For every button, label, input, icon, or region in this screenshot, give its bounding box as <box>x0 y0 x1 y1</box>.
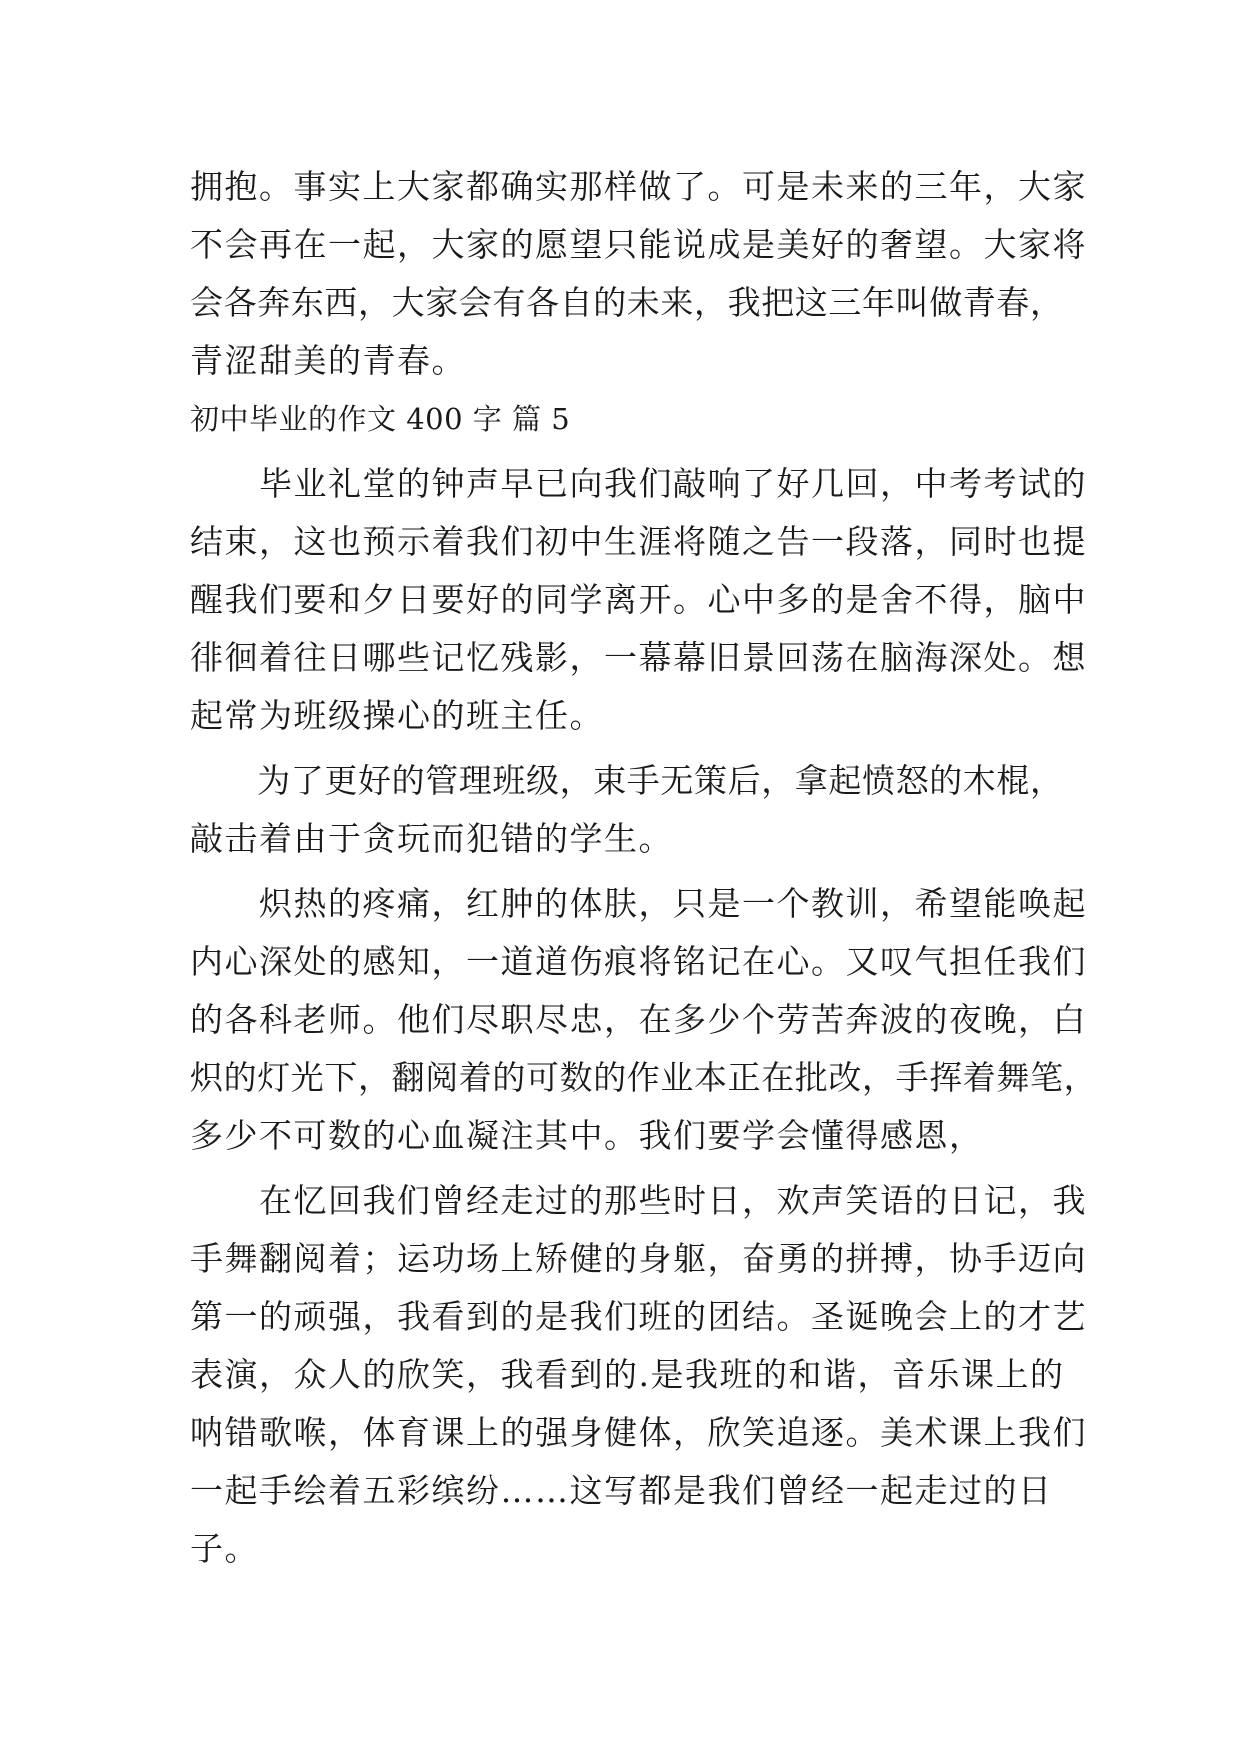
paragraph-2 <box>190 752 1070 868</box>
paragraph-1 <box>190 455 1087 745</box>
text-line: 敲击着由于贪玩而犯错的学生。 <box>190 819 673 858</box>
text-line: 醒我们要和夕日要好的同学离开。心中多的是舍不得，脑中 <box>190 580 1087 619</box>
text-line: 的各科老师。他们尽职尽忠，在多少个劳苦奔波的夜晚，白 <box>190 1000 1087 1039</box>
text-line: 结束，这也预示着我们初中生涯将随之告一段落，同时也提 <box>190 522 1087 561</box>
text-line: 会各奔东西，大家会有各自的未来，我把这三年叫做青春， <box>190 283 1064 322</box>
text-line: 手舞翻阅着；运功场上矫健的身躯，奋勇的拼搏，协手迈向 <box>190 1239 1087 1278</box>
text-line: 在忆回我们曾经走过的那些时日，欢声笑语的日记，我 <box>190 1181 1087 1220</box>
text-line: 徘徊着往日哪些记忆残影，一幕幕旧景回荡在脑海深处。想 <box>190 638 1087 677</box>
text-line: 多少不可数的心血凝注其中。我们要学会懂得感恩， <box>190 1116 984 1155</box>
text-line: 一起手绘着五彩缤纷……这写都是我们曾经一起走过的日 <box>190 1471 1053 1510</box>
text-line: 不会再在一起，大家的愿望只能说成是美好的奢望。大家将 <box>190 225 1087 264</box>
text-line: 呐错歌喉，体育课上的强身健体，欣笑追逐。美术课上我们 <box>190 1413 1087 1452</box>
document-body <box>190 158 1098 1578</box>
text-line: 表演，众人的欣笑，我看到的.是我班的和谐，音乐课上的 <box>190 1355 1065 1394</box>
paragraph-3 <box>190 875 1098 1165</box>
text-line: 毕业礼堂的钟声早已向我们敲响了好几回，中考考试的 <box>190 464 1087 503</box>
text-line: 炽的灯光下，翻阅着的可数的作业本正在批改，手挥着舞笔， <box>190 1058 1098 1097</box>
text-line: 拥抱。事实上大家都确实那样做了。可是未来的三年，大家 <box>190 167 1087 206</box>
text-line: 内心深处的感知，一道道伤痕将铭记在心。又叹气担任我们 <box>190 942 1087 981</box>
text-line: 青涩甜美的青春。 <box>190 341 466 380</box>
continuation-paragraph <box>190 158 1087 390</box>
text-line: 炽热的疼痛，红肿的体肤，只是一个教训，希望能唤起 <box>190 884 1087 923</box>
paragraph-4 <box>190 1172 1087 1578</box>
text-line: 第一的顽强，我看到的是我们班的团结。圣诞晚会上的才艺 <box>190 1297 1087 1336</box>
text-line: 起常为班级操心的班主任。 <box>190 696 604 735</box>
section-heading: 初中毕业的作文 400 字 篇 5 <box>190 402 571 436</box>
text-line: 为了更好的管理班级，束手无策后，拿起愤怒的木棍， <box>190 761 1064 800</box>
text-line: 子。 <box>190 1529 259 1568</box>
